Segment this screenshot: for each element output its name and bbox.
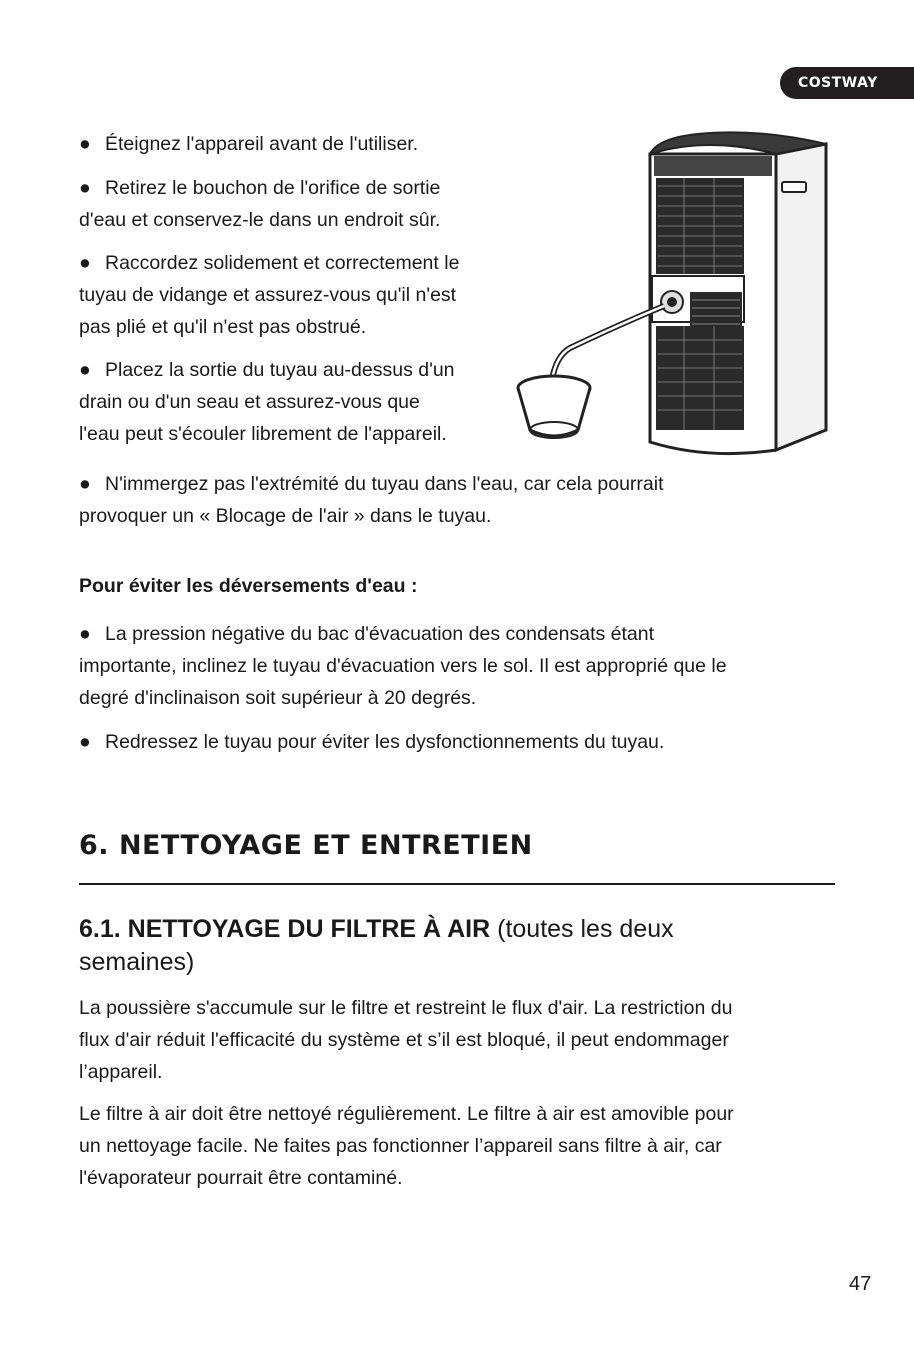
bullet-item — [79, 618, 727, 714]
bullet-item — [79, 128, 418, 160]
subsection-note: (toutes les deux semaines) — [79, 915, 674, 976]
bullet-item — [79, 247, 459, 343]
subsection-heading — [79, 913, 779, 979]
bullet-item — [79, 468, 664, 532]
bullet-item — [79, 354, 455, 450]
bullet-icon: ● — [79, 623, 91, 645]
paragraph-line: l’appareil. — [79, 1061, 163, 1083]
paragraph — [79, 992, 732, 1088]
bullet-line: pas plié et qu'il n'est pas obstrué. — [79, 316, 367, 338]
bullet-line: drain ou d'un seau et assurez-vous que — [79, 391, 420, 413]
spill-heading: Pour éviter les déversements d'eau : — [79, 575, 418, 597]
bullet-line: Redressez le tuyau pour éviter les dysfonctionnements du tuyau. — [105, 731, 665, 753]
bullet-icon: ● — [79, 359, 91, 381]
bullet-icon: ● — [79, 731, 91, 753]
subsection-title: 6.1. NETTOYAGE DU FILTRE À AIR — [79, 915, 491, 943]
bullet-line: La pression négative du bac d'évacuation des condensats étant — [105, 623, 655, 645]
paragraph — [79, 1098, 734, 1194]
bullet-icon: ● — [79, 473, 91, 495]
paragraph-line: flux d'air réduit l'efficacité du système et s’il est bloqué, il peut endommager — [79, 1029, 729, 1051]
bullet-icon: ● — [79, 252, 91, 274]
bullet-line: degré d'inclinaison soit supérieur à 20 degrés. — [79, 687, 477, 709]
bullet-item — [79, 726, 664, 758]
brand-logo: COSTWAY — [780, 67, 914, 99]
paragraph-line: La poussière s'accumule sur le filtre et restreint le flux d'air. La restriction du — [79, 997, 733, 1019]
section-heading: 6. NETTOYAGE ET ENTRETIEN — [79, 830, 533, 861]
bullet-line: Raccordez solidement et correctement le — [105, 252, 460, 274]
page-number: 47 — [849, 1273, 872, 1295]
bullet-item — [79, 172, 440, 236]
bullet-line: Éteignez l'appareil avant de l'utiliser. — [105, 133, 419, 155]
paragraph-line: un nettoyage facile. Ne faites pas fonctionner l’appareil sans filtre à air, car — [79, 1135, 722, 1157]
portable-air-conditioner-drain-hose-icon — [508, 130, 838, 462]
bullet-line: provoquer un « Blocage de l'air » dans le tuyau. — [79, 505, 492, 527]
bullet-line: Placez la sortie du tuyau au-dessus d'un — [105, 359, 455, 381]
bullet-line: N'immergez pas l'extrémité du tuyau dans l'eau, car cela pourrait — [105, 473, 664, 495]
paragraph-line: l'évaporateur pourrait être contaminé. — [79, 1167, 403, 1189]
bullet-line: importante, inclinez le tuyau d'évacuation vers le sol. Il est approprié que le — [79, 655, 727, 677]
bullet-line: d'eau et conservez-le dans un endroit sûr. — [79, 209, 441, 231]
bullet-icon: ● — [79, 177, 91, 199]
bullet-line: Retirez le bouchon de l'orifice de sortie — [105, 177, 441, 199]
bullet-icon: ● — [79, 133, 91, 155]
bullet-line: tuyau de vidange et assurez-vous qu'il n'est — [79, 284, 457, 306]
paragraph-line: Le filtre à air doit être nettoyé régulièrement. Le filtre à air est amovible pour — [79, 1103, 734, 1125]
bullet-line: l'eau peut s'écouler librement de l'appareil. — [79, 423, 447, 445]
divider — [79, 883, 835, 885]
